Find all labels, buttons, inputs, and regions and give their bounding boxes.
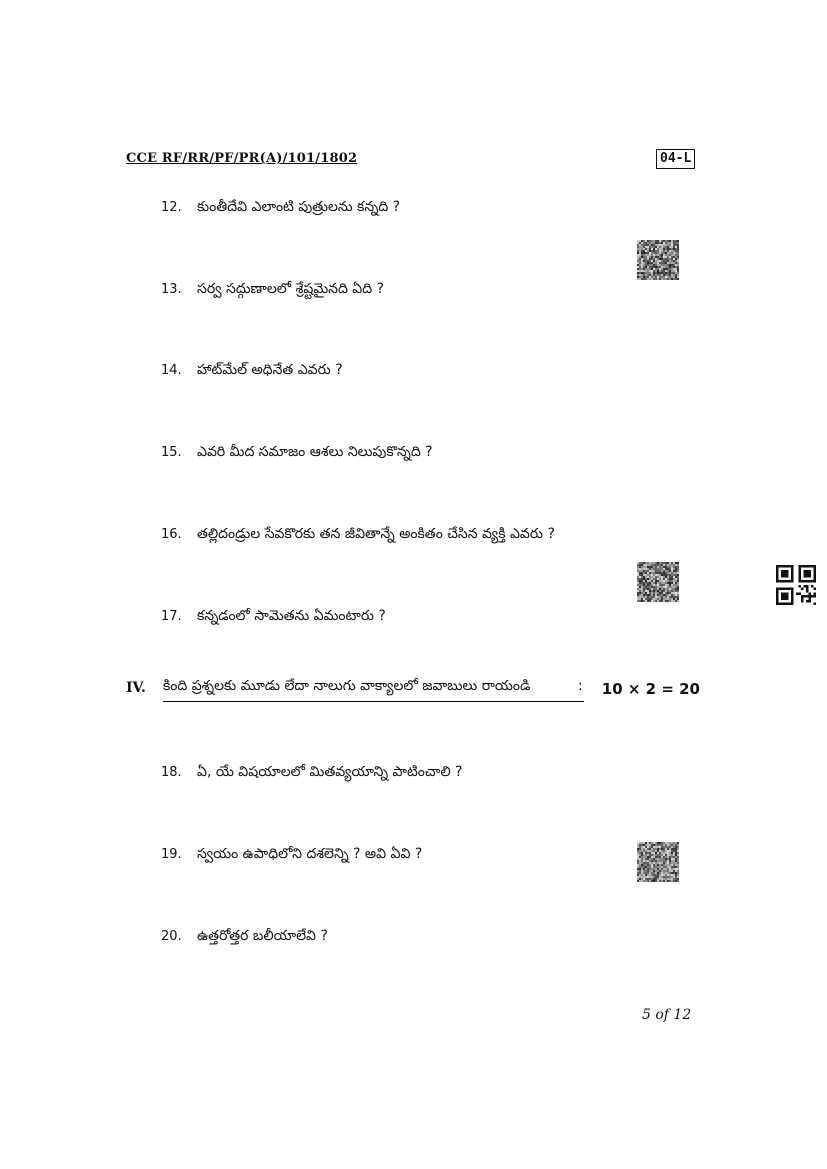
version-code-box: 04-L	[656, 149, 695, 169]
scan-code-image	[637, 842, 679, 882]
question-text: కన్నడంలో సామెతను ఏమంటారు ?	[197, 608, 386, 624]
question-text: ఉత్తరోత్తర బలీయాలేవి ?	[197, 928, 328, 944]
scan-code-image	[637, 240, 679, 280]
question-item	[161, 925, 328, 947]
question-text: కుంతీదేవి ఎలాంటి పుత్రులను కన్నది ?	[197, 199, 401, 215]
question-item	[161, 196, 400, 218]
question-item	[161, 605, 386, 627]
question-text: తల్లిదండ్రుల సేవకొరకు తన జీవితాన్నే అంకితం చేసిన వ్యక్తి ఎవరు ?	[197, 526, 555, 542]
qr-code-icon	[776, 565, 816, 605]
paper-code: CCE RF/RR/PF/PR(A)/101/1802	[126, 151, 358, 166]
question-number: 20.	[161, 929, 182, 944]
question-number: 17.	[161, 609, 182, 624]
question-number: 12.	[161, 200, 182, 215]
question-text: హాట్‌మేల్ అధినేత ఎవరు ?	[197, 362, 343, 378]
page-number: 5 of 12	[642, 1007, 692, 1023]
question-number: 14.	[161, 363, 182, 378]
question-number: 18.	[161, 765, 182, 780]
question-item	[161, 761, 462, 783]
section-heading	[126, 678, 700, 706]
question-text: ఎవరి మీద సమాజం ఆశలు నిలుపుకొన్నది ?	[197, 444, 433, 460]
section-number: IV.	[126, 680, 146, 696]
question-number: 16.	[161, 527, 182, 542]
question-text: స్వయం ఉపాధిలోని దశలెన్ని ? అవి ఏవి ?	[197, 846, 423, 862]
question-item	[161, 843, 422, 865]
question-number: 13.	[161, 282, 182, 297]
question-text: ఏ, యే విషయాలలో మితవ్యయాన్ని పాటించాలి ?	[197, 764, 463, 780]
section-marks: 10 × 2 = 20	[601, 680, 700, 698]
question-number: 19.	[161, 847, 182, 862]
question-item	[161, 278, 384, 300]
question-item	[161, 359, 343, 381]
question-number: 15.	[161, 445, 182, 460]
question-item	[161, 441, 433, 463]
section-instruction: కింది ప్రశ్నలకు మూడు లేదా నాలుగు వాక్యాలలో జవాబులు రాయండి	[163, 678, 584, 702]
question-item	[161, 523, 555, 545]
section-colon: :	[578, 678, 583, 694]
question-text: సర్వ సద్గుణాలలో శ్రేష్టమైనది ఏది ?	[197, 281, 385, 297]
scan-code-image	[637, 562, 679, 602]
